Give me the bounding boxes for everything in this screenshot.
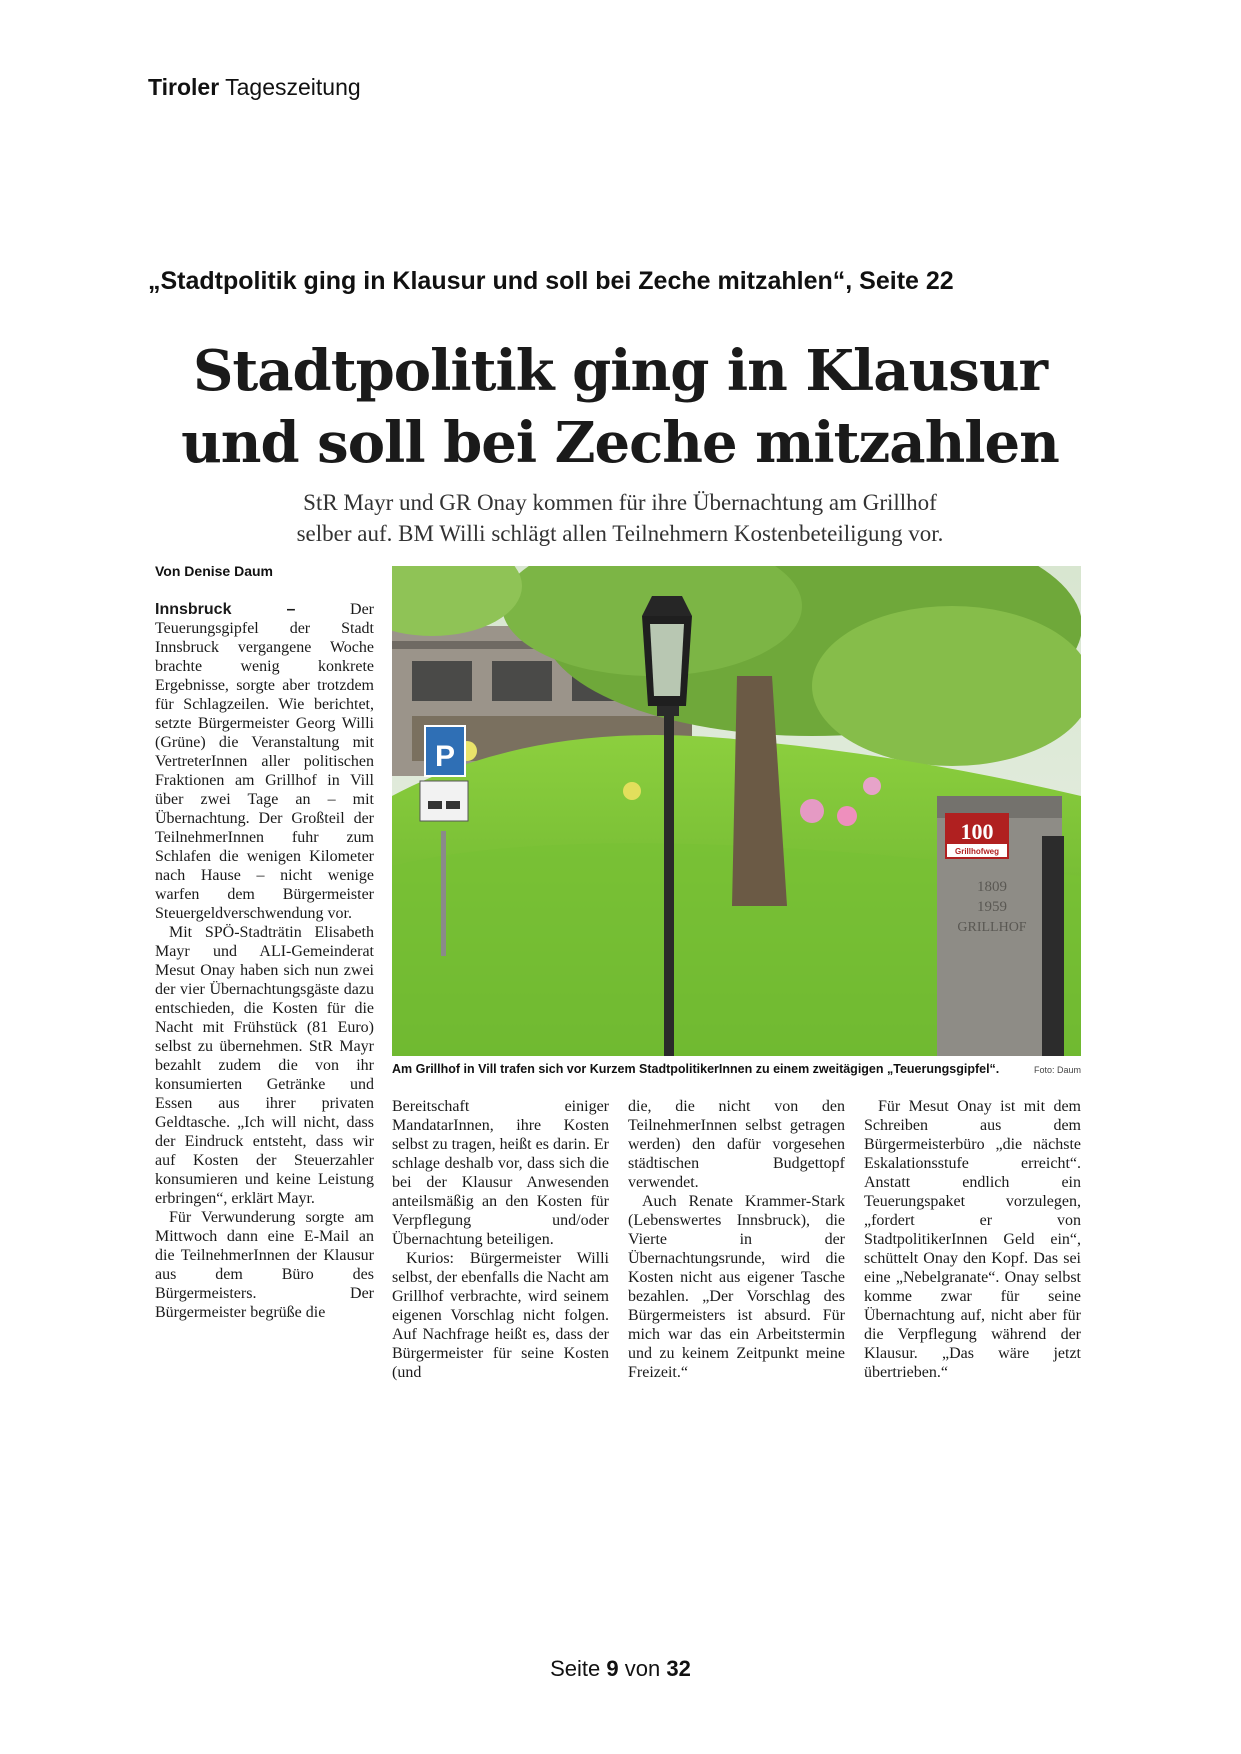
- paragraph: Kurios: Bürgermeister Willi selbst, der ebenfalls die Nacht am Grillhof verbrachte, wird seinem eigenen Vorschlag nicht folgen. Auf Nachfrage heißt es, dass der Bürgermeister für seine Kosten (und: [392, 1250, 609, 1381]
- street-name: Grillhofweg: [955, 847, 999, 856]
- article-column-2: [392, 1097, 609, 1382]
- parking-sign-letter: P: [434, 740, 456, 773]
- dateline: Innsbruck –: [155, 601, 296, 618]
- article-column-3: [628, 1097, 845, 1382]
- sign-pole: [441, 831, 446, 956]
- paragraph: Für Verwunderung sorgte am Mittwoch dann eine E-Mail an die TeilnehmerInnen der Klausur aus dem Büro des Bürgermeisters. Der Bürgermeister begrüße die: [155, 1209, 374, 1321]
- brand-bold: Tiroler: [148, 74, 220, 100]
- headline-line-2: und soll bei Zeche mitzahlen: [181, 410, 1059, 476]
- photo-caption: [392, 1062, 1081, 1076]
- page-footer: [0, 1656, 1241, 1682]
- clip-title: „Stadtpolitik ging in Klausur und soll bei Zeche mitzahlen“, Seite 22: [148, 267, 954, 295]
- grillhof-photo: [392, 566, 1081, 1056]
- total-pages: 32: [666, 1656, 691, 1681]
- paragraph: Mit SPÖ-Stadträtin Elisabeth Mayr und ALI-Gemeinderat Mesut Onay haben sich nun zwei der vier Übernachtungsgäste dazu entschieden, die Kosten für die Nacht mit Frühstück (81 Euro) selbst zu übernehmen. StR Mayr bezahlt zudem die von ihr konsumierten Getränke und Essen aus ihrer privaten Geldtasche. „Ich will nicht, dass der Eindruck entsteht, dass wir auf Kosten der Steuerzahler konsumieren und keine Leistung erbringen“, erklärt Mayr.: [155, 924, 374, 1207]
- footer-prefix: Seite: [550, 1656, 601, 1681]
- current-page: 9: [606, 1656, 619, 1681]
- paragraph: [155, 600, 374, 923]
- article-photo: [392, 566, 1081, 1056]
- paragraph-text: Der Teuerungsgipfel der Stadt Innsbruck vergangene Woche brachte wenig konkrete Ergebnisse, sorgte aber trotzdem für Schlagzeilen. Wie berichtet, setzte Bürgermeister Georg Willi (Grüne) die Veranstaltung mit VertreterInnen aller politischen Fraktionen am Grillhof in Vill über zwei Tage an – mit Übernachtung. Der Großteil der TeilnehmerInnen fuhr zum Schlafen die wenigen Kilometer nach Hause – nicht wenige warfen dem Bürgermeister Steuergeldverschwendung vor.: [155, 601, 374, 922]
- brand-regular: Tageszeitung: [225, 74, 361, 100]
- paragraph: Für Mesut Onay ist mit dem Schreiben aus dem Bürgermeisterbüro „die nächste Eskalationsstufe erreicht“. Anstatt endlich ein Teuerungspaket vorzulegen, „fordert er von StadtpolitikerInnen Geld ein“, schüttelt Onay den Kopf. Das sei eine „Nebelgranate“. Onay selbst komme zwar für seine Übernachtung auf, nicht aber für die Verpflegung während der Klausur. „Das wäre jetzt übertrieben.“: [864, 1098, 1081, 1381]
- byline: Von Denise Daum: [155, 563, 273, 579]
- subhead-line-2: selber auf. BM Willi schlägt allen Teilnehmern Kostenbeteiligung vor.: [296, 521, 944, 546]
- article-column-4: [864, 1097, 1081, 1382]
- headline-line-1: Stadtpolitik ging in Klausur: [192, 338, 1048, 404]
- stone-year-top: 1809: [977, 879, 1007, 895]
- subhead-line-1: StR Mayr und GR Onay kommen für ihre Übernachtung am Grillhof: [303, 490, 937, 515]
- article-subhead: [200, 487, 1040, 549]
- paragraph: Auch Renate Krammer-Stark (Lebenswertes Innsbruck), die Vierte in der Übernachtungsrunde, wird die Kosten nicht aus eigener Tasche bezahlen. „Der Vorschlag des Bürgermeisters ist absurd. Für mich war das ein Arbeitstermin und zu keinem Zeitpunkt meine Freizeit.“: [628, 1193, 845, 1381]
- footer-middle: von: [624, 1656, 661, 1681]
- house-number: 100: [960, 819, 994, 844]
- article-headline: [160, 335, 1080, 479]
- stone-year-bottom: 1959: [977, 899, 1007, 915]
- lamp-post: [664, 666, 674, 1056]
- photo-credit: Foto: Daum: [1033, 1065, 1081, 1075]
- caption-text: Am Grillhof in Vill trafen sich vor Kurzem StadtpolitikerInnen zu einem zweitägigen „Teuerungsgipfel“.: [392, 1062, 1000, 1076]
- newspaper-brand: [148, 74, 361, 101]
- paragraph: Bereitschaft einiger MandatarInnen, ihre Kosten selbst zu tragen, heißt es darin. Er schlage deshalb vor, dass sich die bei der Klausur Anwesenden anteilsmäßig an den Kosten für Verpflegung und/oder Übernachtung beteiligen.: [392, 1098, 609, 1248]
- stone-name: GRILLHOF: [957, 920, 1027, 935]
- article-column-1: [155, 600, 374, 1322]
- paragraph: die, die nicht von den TeilnehmerInnen selbst getragen werden) den dafür vorgesehen städtischen Budgettopf verwendet.: [628, 1098, 845, 1191]
